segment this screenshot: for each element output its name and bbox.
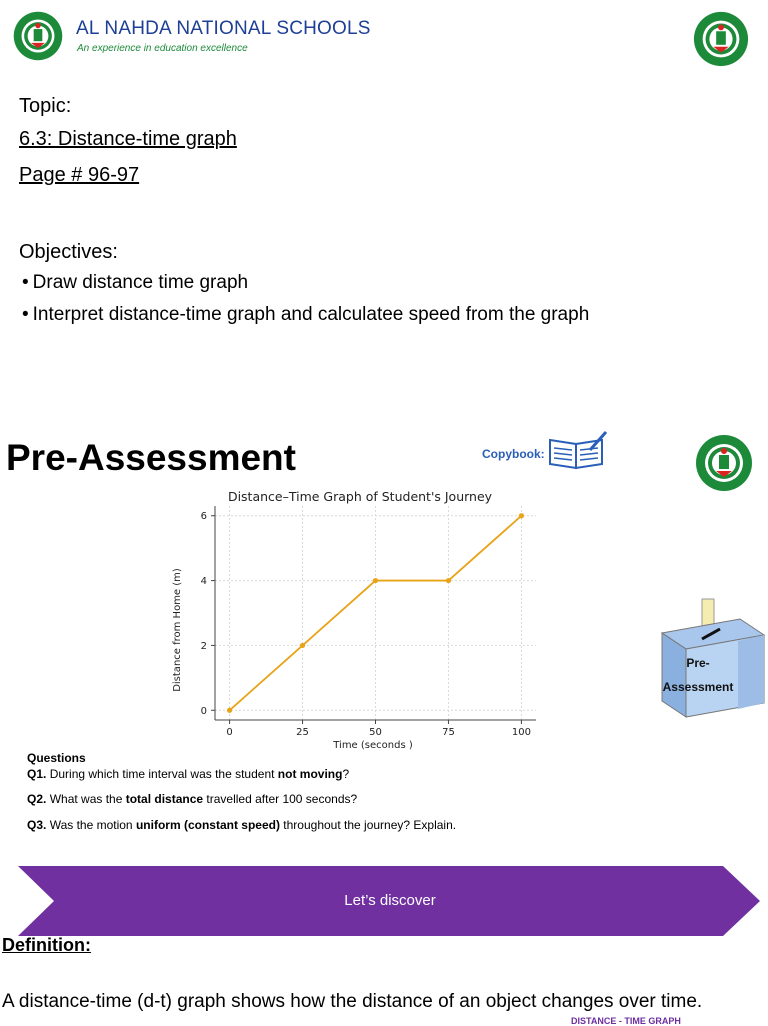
chart-y-axis-label: Distance from Home (m) [172, 568, 183, 692]
question-number: Q3. [27, 817, 47, 832]
objective-text: Draw distance time graph [32, 272, 249, 293]
question-text: ? [342, 766, 350, 781]
question-emphasis: not moving [277, 766, 343, 781]
school-crest-logo [694, 433, 754, 493]
x-tick-label: 75 [442, 727, 455, 738]
series-line [230, 516, 522, 711]
topic-title: 6.3: Distance-time graph [19, 128, 237, 150]
distance-time-graph-heading: DISTANCE - TIME GRAPH [571, 1016, 681, 1026]
questions-heading: Questions [27, 751, 86, 765]
chart-x-axis-label: Time (seconds ) [333, 740, 413, 751]
school-crest-logo [12, 10, 64, 62]
school-tagline: An experience in education excellence [77, 43, 248, 54]
x-tick-label: 0 [226, 727, 233, 738]
objective-item [22, 272, 248, 294]
question-number: Q2. [27, 792, 47, 807]
x-tick-label: 100 [511, 727, 531, 738]
data-point [300, 643, 305, 648]
definition-text: A distance-time (d-t) graph shows how the distance of an object changes over time. [2, 991, 703, 1012]
x-tick-label: 25 [296, 727, 309, 738]
chart-title: Distance–Time Graph of Student's Journey [227, 489, 493, 504]
data-point [227, 708, 232, 713]
question-text: During which time interval was the student [49, 766, 278, 781]
y-tick-label: 0 [200, 705, 207, 717]
ballot-label-line2: Assessment [662, 680, 734, 694]
question-text: What was the [49, 792, 126, 807]
question-emphasis: total distance [125, 792, 204, 807]
data-point [519, 513, 524, 518]
question-3 [27, 818, 456, 834]
ballot-label-line1: Pre- [686, 656, 710, 670]
question-1 [27, 767, 456, 783]
y-tick-label: 2 [200, 640, 207, 652]
y-tick-label: 6 [200, 511, 207, 523]
x-tick-label: 50 [369, 727, 382, 738]
school-name: AL NAHDA NATIONAL SCHOOLS [76, 18, 371, 39]
bullet-icon: • [22, 272, 29, 293]
topic-label: Topic: [19, 95, 72, 117]
chart-grid [215, 506, 536, 720]
pre-assessment-title: Pre-Assessment [6, 437, 296, 478]
lets-discover-label: Let’s discover [344, 892, 436, 909]
question-text: throughout the journey? Explain. [279, 817, 457, 832]
open-book-icon [546, 430, 608, 470]
question-text: travelled after 100 seconds? [203, 792, 358, 807]
data-point [373, 578, 378, 583]
bullet-icon: • [22, 304, 29, 325]
question-emphasis: uniform (constant speed) [135, 817, 280, 832]
distance-time-chart [155, 484, 545, 756]
data-point [446, 578, 451, 583]
question-text: Was the motion [49, 817, 136, 832]
ballot-box-icon [656, 595, 768, 720]
question-2 [27, 792, 456, 808]
question-number: Q1. [27, 766, 47, 781]
questions-section [27, 751, 456, 833]
objective-item [22, 304, 589, 326]
school-crest-logo [692, 10, 750, 68]
copybook-label: Copybook: [482, 447, 545, 461]
objectives-label: Objectives: [19, 241, 118, 263]
topic-page-reference: Page # 96-97 [19, 164, 140, 186]
objective-text: Interpret distance-time graph and calculatee speed from the graph [32, 304, 590, 325]
y-tick-label: 4 [200, 576, 207, 588]
chart-ticks [201, 511, 531, 738]
definition-label: Definition: [2, 935, 91, 955]
